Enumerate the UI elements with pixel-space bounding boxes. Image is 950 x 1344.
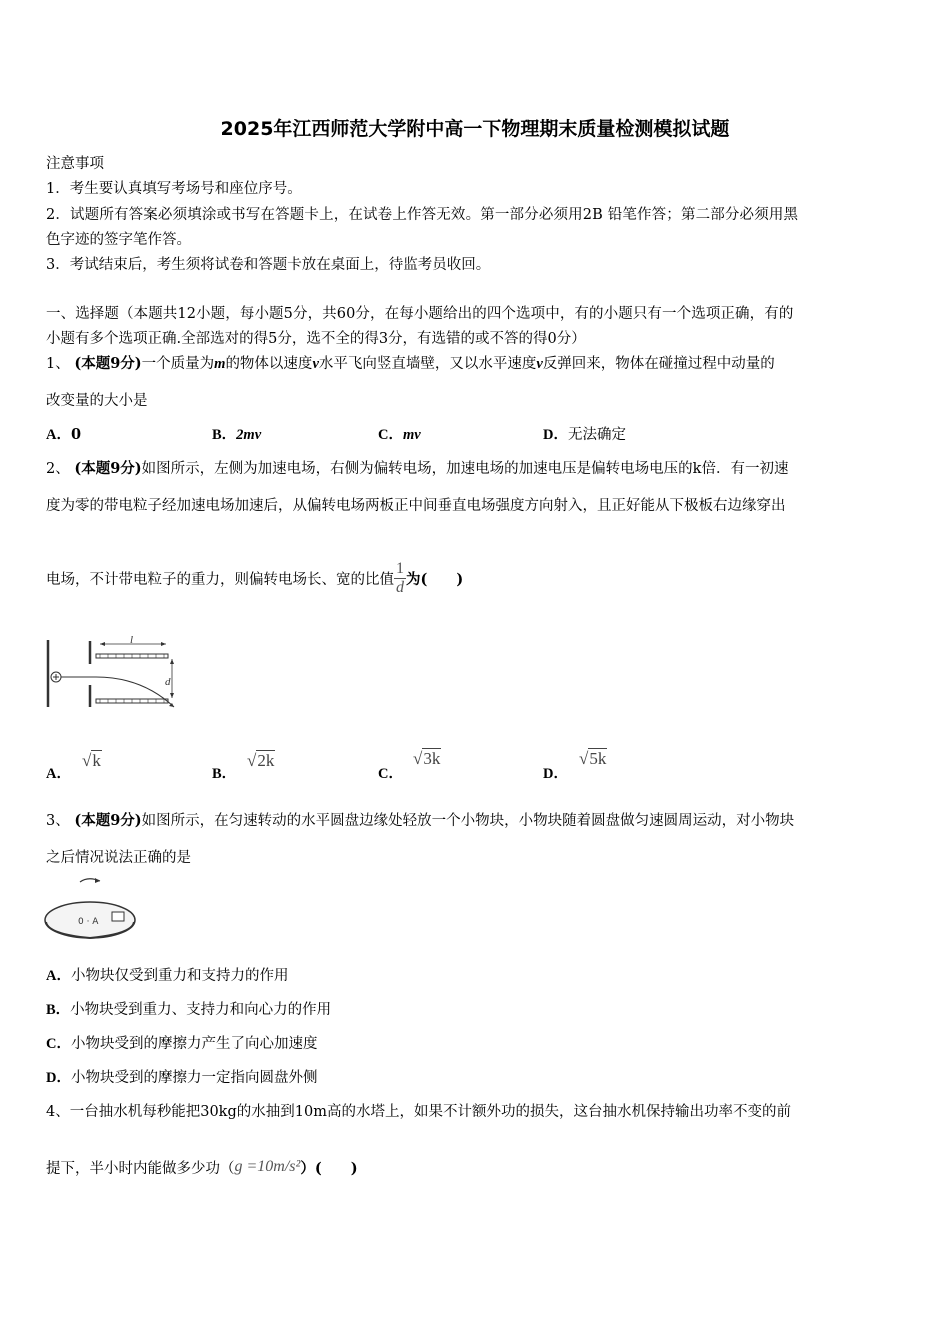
ratio-fraction: $\frac{1}{d}$ (396, 559, 404, 596)
q2-option-b-value: √2k (247, 751, 275, 770)
block-icon (112, 912, 124, 921)
q3-option-b[interactable]: B．小物块受到重力、支持力和向心力的作用 (46, 1002, 332, 1018)
question-2-stem-line3: 电场，不计带电粒子的重力，则偏转电场长、宽的比值 $\frac{1}{d}$ 为( ) (46, 559, 464, 596)
notice-item: 2．试题所有答案必须填涂或书写在答题卡上，在试卷上作答无效。第一部分必须用2B 铅笔作答；第二部分必须用黑 (46, 207, 799, 223)
q2-option-a-value: √k (82, 751, 101, 770)
notice-item: 1．考生要认真填写考场号和座位序号。 (46, 181, 302, 197)
q2-option-a[interactable]: A． (46, 766, 71, 782)
q1-option-a[interactable]: A．0 (46, 426, 82, 443)
q1-option-b[interactable]: B．2mv (212, 427, 262, 443)
notice-item: 色字迹的签字笔作答。 (46, 232, 191, 248)
page-title: 2025年江西师范大学附中高一下物理期末质量检测模拟试题 (220, 118, 730, 140)
q2-option-d-value: √5k (579, 749, 607, 768)
question-3-stem-line2: 之后情况说法正确的是 (46, 850, 191, 866)
q2-option-b[interactable]: B． (212, 766, 237, 782)
q3-option-d[interactable]: D．小物块受到的摩擦力一定指向圆盘外侧 (46, 1070, 318, 1086)
question-score: (本题9分) (74, 355, 142, 372)
deflection-field-figure (42, 635, 192, 715)
q2-option-c-value: √3k (413, 749, 441, 768)
label-l: l (130, 635, 134, 646)
q3-option-a[interactable]: A．小物块仅受到重力和支持力的作用 (46, 968, 289, 984)
section-heading-line2: 小题有多个选项正确.全部选对的得5分，选不全的得3分，有选错的或不答的得0分） (46, 331, 586, 347)
notice-heading: 注意事项 (46, 156, 104, 172)
label-d: d (165, 676, 171, 688)
gravity-expression: g =10m/s² (234, 1158, 301, 1175)
question-4-stem-line2: 提下，半小时内能做多少功（ g =10m/s² ）( ) (46, 1158, 358, 1177)
question-number: 1、 (46, 356, 70, 372)
question-2-stem-line2: 度为零的带电粒子经加速电场加速后，从偏转电场两板正中间垂直电场强度方向射入，且正好能从下极板右边缘穿出 (46, 498, 786, 514)
question-2-stem: 2、 (本题9分)如图所示，左侧为加速电场，右侧为偏转电场，加速电场的加速电压是偏转电场电压的k倍．有一初速 (46, 460, 789, 477)
rotating-disk-figure (44, 872, 140, 944)
notice-item: 3．考试结束后，考生须将试卷和答题卡放在桌面上，待监考员收回。 (46, 257, 491, 273)
question-1-stem: 1、 (本题9分)一个质量为m的物体以速度v水平飞向竖直墙壁，又以水平速度v反弹回来，物体在碰撞过程中动量的 (46, 355, 775, 372)
question-3-stem: 3、 (本题9分)如图所示，在匀速转动的水平圆盘边缘处轻放一个小物块，小物块随着圆盘做匀速圆周运动，对小物块 (46, 812, 795, 829)
q1-option-d[interactable]: D．无法确定 (543, 427, 626, 443)
question-1-stem-line2: 改变量的大小是 (46, 393, 148, 409)
q2-option-d[interactable]: D． (543, 766, 568, 782)
section-heading-line1: 一、选择题（本题共12小题，每小题5分，共60分，在每小题给出的四个选项中，有的小题只有一个选项正确，有的 (46, 306, 794, 322)
disk-label: 0 · A (78, 917, 99, 927)
q2-option-c[interactable]: C． (378, 766, 403, 782)
question-4-stem: 4、一台抽水机每秒能把30kg的水抽到10m高的水塔上，如果不计额外功的损失，这台抽水机保持输出功率不变的前 (46, 1104, 791, 1120)
q1-option-c[interactable]: C．mv (378, 427, 421, 443)
q3-option-c[interactable]: C．小物块受到的摩擦力产生了向心加速度 (46, 1036, 318, 1052)
